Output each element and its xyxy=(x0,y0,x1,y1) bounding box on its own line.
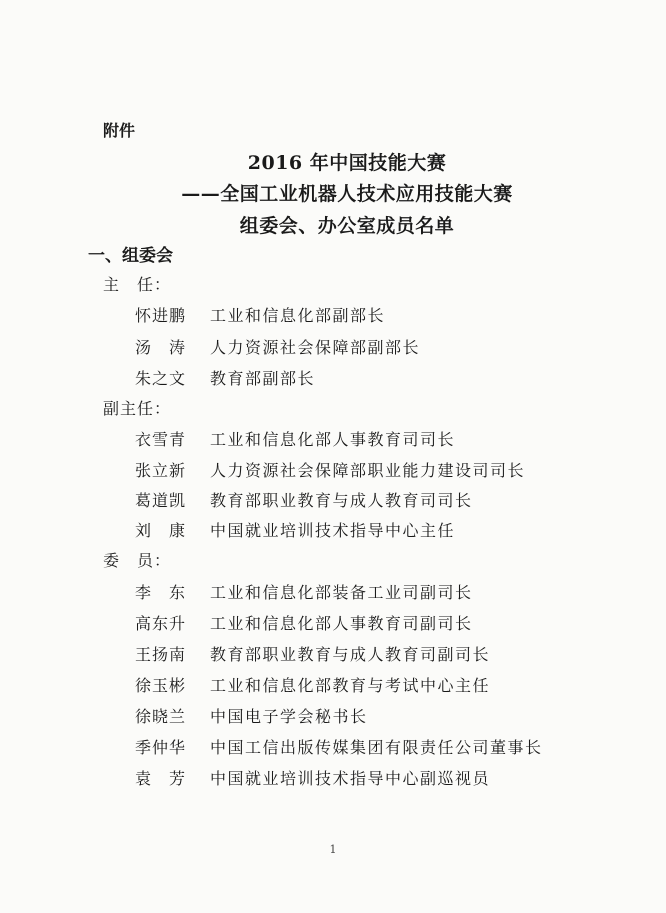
member-title: 教育部职业教育与成人教育司司长 xyxy=(210,491,473,510)
member-title: 教育部副部长 xyxy=(210,369,316,388)
member-row xyxy=(135,518,455,541)
member-name: 李 东 xyxy=(135,583,187,602)
member-name: 季仲华 xyxy=(135,738,187,757)
member-name: 张立新 xyxy=(135,461,187,480)
member-name: 徐玉彬 xyxy=(135,676,187,695)
member-name: 衣雪青 xyxy=(135,430,187,449)
member-title: 工业和信息化部教育与考试中心主任 xyxy=(210,676,491,695)
member-name: 徐晓兰 xyxy=(135,707,187,726)
member-title: 人力资源社会保障部副部长 xyxy=(210,338,421,357)
member-name: 高东升 xyxy=(135,614,187,633)
member-row xyxy=(135,488,473,511)
member-row xyxy=(135,366,315,389)
member-name: 王扬南 xyxy=(135,645,187,664)
member-title: 工业和信息化部副部长 xyxy=(210,306,386,325)
member-name: 葛道凯 xyxy=(135,491,187,510)
member-row xyxy=(135,735,543,758)
member-title: 中国电子学会秘书长 xyxy=(210,707,368,726)
title-line-1: 2016 年中国技能大赛 xyxy=(247,152,447,174)
member-row xyxy=(135,303,385,326)
title-line-3: 组委会、办公室成员名单 xyxy=(239,215,455,237)
group-label-vice-chair: 副主任： xyxy=(103,399,172,418)
member-title: 教育部职业教育与成人教育司副司长 xyxy=(210,645,491,664)
member-title: 中国就业培训技术指导中心副巡视员 xyxy=(210,769,491,788)
attachment-label: 附件 xyxy=(103,121,136,140)
group-label-members: 委 员： xyxy=(103,551,172,570)
member-row xyxy=(135,673,490,696)
member-row xyxy=(135,642,490,665)
member-title: 中国就业培训技术指导中心主任 xyxy=(210,521,456,540)
member-name: 汤 涛 xyxy=(135,338,187,357)
member-name: 怀进鹏 xyxy=(135,306,187,325)
member-row xyxy=(135,427,455,450)
member-row xyxy=(135,766,490,789)
member-name: 朱之文 xyxy=(135,369,187,388)
member-row xyxy=(135,611,473,634)
member-title: 工业和信息化部人事教育司司长 xyxy=(210,430,456,449)
member-title: 人力资源社会保障部职业能力建设司司长 xyxy=(210,461,526,480)
group-label-chair: 主 任： xyxy=(103,275,172,294)
member-row xyxy=(135,335,420,358)
member-title: 中国工信出版传媒集团有限责任公司董事长 xyxy=(210,738,543,757)
member-row xyxy=(135,458,525,481)
section-heading-committee: 一、组委会 xyxy=(88,246,173,266)
page-number: 1 xyxy=(329,843,337,856)
member-row xyxy=(135,704,368,727)
member-name: 袁 芳 xyxy=(135,769,187,788)
member-title: 工业和信息化部人事教育司副司长 xyxy=(210,614,473,633)
member-row xyxy=(135,580,473,603)
member-title: 工业和信息化部装备工业司副司长 xyxy=(210,583,473,602)
title-line-2: ——全国工业机器人技术应用技能大赛 xyxy=(181,183,513,205)
member-name: 刘 康 xyxy=(135,521,187,540)
